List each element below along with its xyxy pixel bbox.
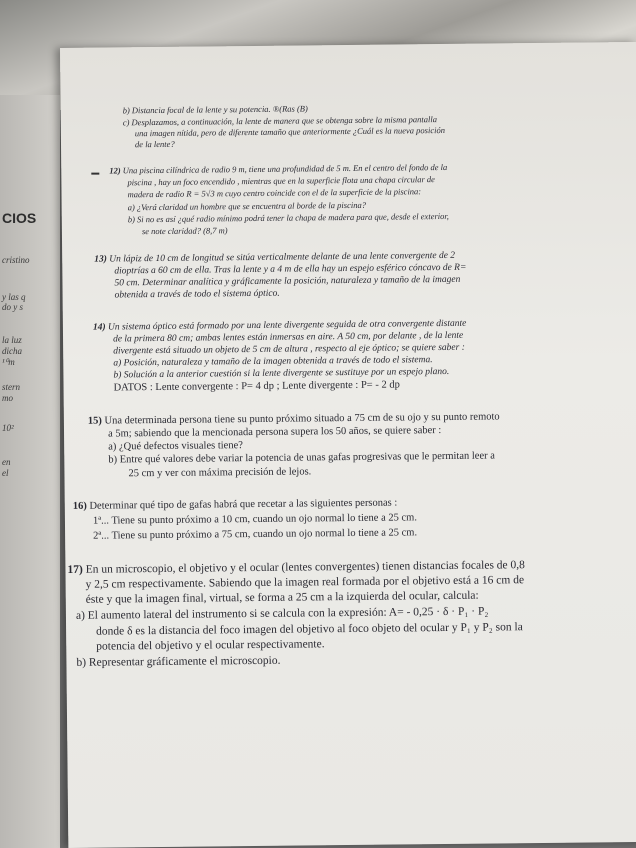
margin-fragment: la luz xyxy=(2,335,22,345)
problem-13-line1: 13) Un lápiz de 10 cm de longitud se sitúa verticalmente delante de una lente convergente de 2 xyxy=(94,250,456,265)
margin-fragment: el xyxy=(2,468,9,478)
problem-14-a: a) Posición, naturaleza y tamaño de la imagen obtenida a través de todo el sistema. xyxy=(113,355,433,369)
problem-15-a: a) ¿Qué defectos visuales tiene? xyxy=(108,440,243,453)
problem-17-line2: y 2,5 cm respectivamente. Sabiendo que la imagen real formada por el objetivo está a 16 cm de xyxy=(85,574,525,591)
problem-14-line2: de la primera 80 cm; ambas lentes están inmersas en aire. A 50 cm, por delante , de la lente xyxy=(113,330,464,345)
problem-17-a-line1: a) El aumento lateral del instrumento si se calcula con la expresión: A= - 0,25 · δ · P₁ · P₂ xyxy=(75,605,489,622)
margin-fragment: do y s xyxy=(2,302,23,312)
problem-17-b: b) Representar gráficamente el microscopio. xyxy=(76,654,281,669)
worksheet-page xyxy=(60,42,636,848)
problem-16-case2: 2ª... Tiene su punto próximo a 75 cm, cuando un ojo normal lo tiene a 25 cm. xyxy=(93,527,418,542)
problem-12-b-line2: se note claridad? (8,7 m) xyxy=(141,225,228,237)
margin-fragment: en xyxy=(2,457,11,467)
problem-16-case1: 1ª... Tiene su punto próximo a 10 cm, cuando un ojo normal lo tiene a 25 cm. xyxy=(92,512,417,527)
margin-fragment: ¹⁰m xyxy=(2,357,15,367)
problem-17-line3: éste y que la imagen final, virtual, se forma a 25 cm a la izquierda del ocular, calcula: xyxy=(85,589,479,606)
problem-15-b-line2: 25 cm y ver con máxima precisión de lejos. xyxy=(128,466,312,480)
problem-12-a: a) ¿Verá claridad un hombre que se encuentra al borde de la piscina? xyxy=(127,199,366,213)
margin-fragment: dicha xyxy=(2,346,22,356)
margin-heading-fragment: CIOS xyxy=(2,210,37,226)
problem-17-a-line2: donde δ es la distancia del foco imagen del objetivo al foco objeto del ocular y P₁ y P₂ son la xyxy=(96,621,523,638)
pen-mark xyxy=(91,173,99,175)
problem-14-line3: divergente está situado un objeto de 5 cm de altura , respecto al eje óptico; se quiere saber : xyxy=(113,342,465,357)
problem-14-b: b) Solución a la anterior cuestión si la lente divergente se sustituye por un espejo plano. xyxy=(113,366,450,381)
problem-14-data: DATOS : Lente convergente : P= 4 dp ; Lente divergente : P= - 2 dp xyxy=(113,379,400,394)
margin-fragment: cristino xyxy=(2,255,30,265)
problem-11-c-line1: c) Desplazamos, a continuación, la lente de manera que se obtenga sobre la misma pantalla xyxy=(122,114,437,128)
problem-16-line1: 16) Determinar qué tipo de gafas habrá que recetar a las siguientes personas : xyxy=(72,497,398,512)
problem-12-line3: madera de radio R = 5√3 m cuyo centro coincide con el de la superficie de la piscina: xyxy=(127,186,422,200)
margin-fragment: mo xyxy=(2,393,13,403)
problem-11-b: b) Distancia focal de la lente y su potencia. ®(Ras (B) xyxy=(122,103,308,116)
problem-17-line1: 17) En un microscopio, el objetivo y el ocular (lentes convergentes) tienen distancias focales de 0,8 xyxy=(67,559,525,576)
problem-12-line1: 12) Una piscina cilíndrica de radio 9 m, tiene una profundidad de 5 m. En el centro del fondo de la xyxy=(109,161,448,176)
problem-12-line2: piscina , hay un foco encendido , mientras que en la superficie flota una chapa circular de xyxy=(127,174,435,188)
problem-13-line2: dioptrías a 60 cm de ella. Tras la lente y a 4 m de ella hay un espejo esférico cóncavo de R= xyxy=(114,262,467,277)
problem-12-b-line1: b) Si no es así ¿qué radio mínimo podrá tener la chapa de madera para que, desde el exterior, xyxy=(127,210,449,225)
margin-fragment: stern xyxy=(2,382,20,392)
problem-11-c-line2: una imagen nítida, pero de diferente tamaño que anteriormente ¿Cuál es la nueva posición xyxy=(134,124,445,139)
problem-13-line4: obtenida a través de todo el sistema óptico. xyxy=(114,288,280,301)
problem-15-b-line1: b) Entre qué valores debe variar la potencia de unas gafas progresivas que le permitan leer a xyxy=(108,450,495,466)
problem-13-line3: 50 cm. Determinar analítica y gráficamente la posición, naturaleza y tamaño de la imagen xyxy=(114,274,461,289)
margin-fragment: y las q xyxy=(2,292,26,302)
problem-17-a-line3: potencia del objetivo y el ocular respectivamente. xyxy=(96,638,325,653)
problem-11-c-line3: de la lente? xyxy=(134,138,175,150)
problem-15-line1: 15) Una determinada persona tiene su punto próximo situado a 75 cm de su ojo y su punto remoto xyxy=(87,411,500,427)
margin-fragment: 10² xyxy=(2,423,14,433)
adjacent-page-edge xyxy=(0,95,60,848)
problem-15-line2: a 5m; sabiendo que la mencionada persona supera los 50 años, se quiere saber : xyxy=(107,425,442,440)
problem-14-line1: 14) Un sistema óptico está formado por una lente divergente seguida de otra convergente distante xyxy=(92,318,467,333)
